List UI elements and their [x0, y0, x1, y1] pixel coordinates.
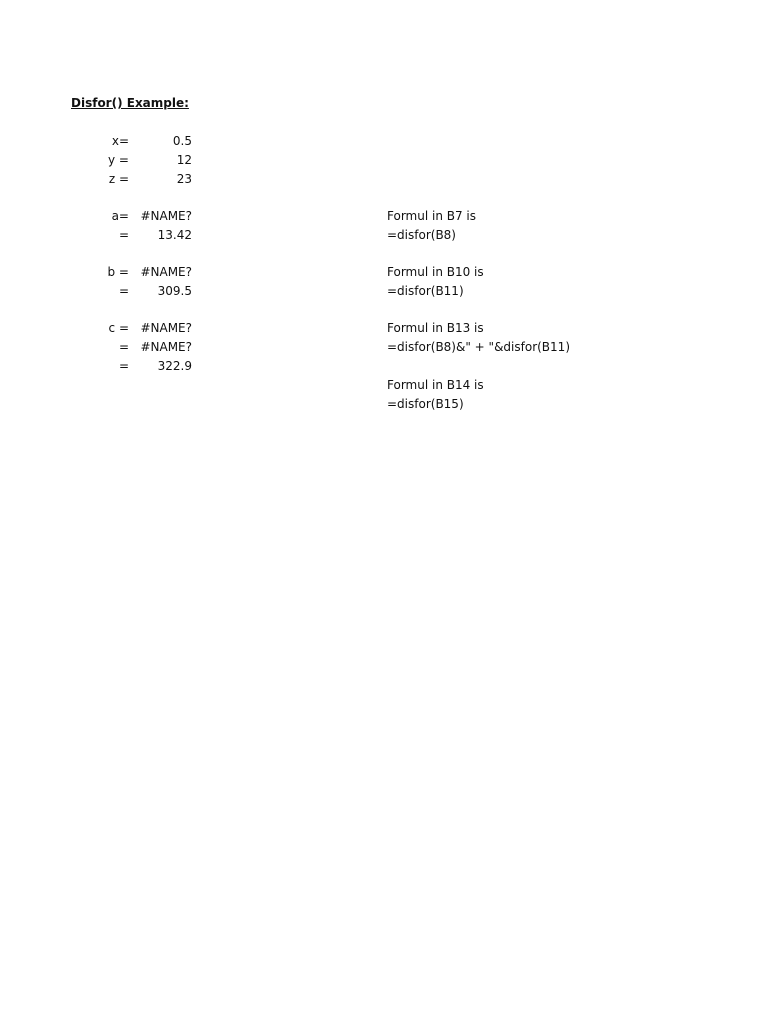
cell-value-c-result: 322.9 — [157, 359, 192, 373]
page-title: Disfor() Example: — [71, 96, 189, 110]
row-label-c-equals-1: = — [118, 340, 129, 354]
cell-value-y: 12 — [176, 153, 192, 167]
row-label-z: z = — [108, 172, 129, 186]
cell-value-c: #NAME? — [140, 321, 192, 335]
note-b14-formula: =disfor(B15) — [387, 397, 464, 411]
cell-value-x: 0.5 — [172, 134, 192, 148]
row-label-c-equals-2: = — [118, 359, 129, 373]
note-b13-formula: =disfor(B8)&" + "&disfor(B11) — [387, 340, 570, 354]
note-b10-heading: Formul in B10 is — [387, 265, 484, 279]
note-b7-formula: =disfor(B8) — [387, 228, 456, 242]
note-b10-formula: =disfor(B11) — [387, 284, 464, 298]
cell-value-z: 23 — [176, 172, 192, 186]
row-label-c: c = — [108, 321, 129, 335]
cell-value-b: #NAME? — [140, 265, 192, 279]
row-label-b: b = — [107, 265, 129, 279]
cell-value-a: #NAME? — [140, 209, 192, 223]
note-b13-heading: Formul in B13 is — [387, 321, 484, 335]
cell-value-a-result: 13.42 — [157, 228, 192, 242]
note-b14-heading: Formul in B14 is — [387, 378, 484, 392]
cell-value-b-result: 309.5 — [157, 284, 192, 298]
row-label-a: a= — [111, 209, 129, 223]
cell-value-c-formula: #NAME? — [140, 340, 192, 354]
note-b7-heading: Formul in B7 is — [387, 209, 477, 223]
row-label-y: y = — [108, 153, 129, 167]
row-label-b-equals: = — [118, 284, 129, 298]
row-label-x: x= — [111, 134, 129, 148]
row-label-a-equals: = — [118, 228, 129, 242]
